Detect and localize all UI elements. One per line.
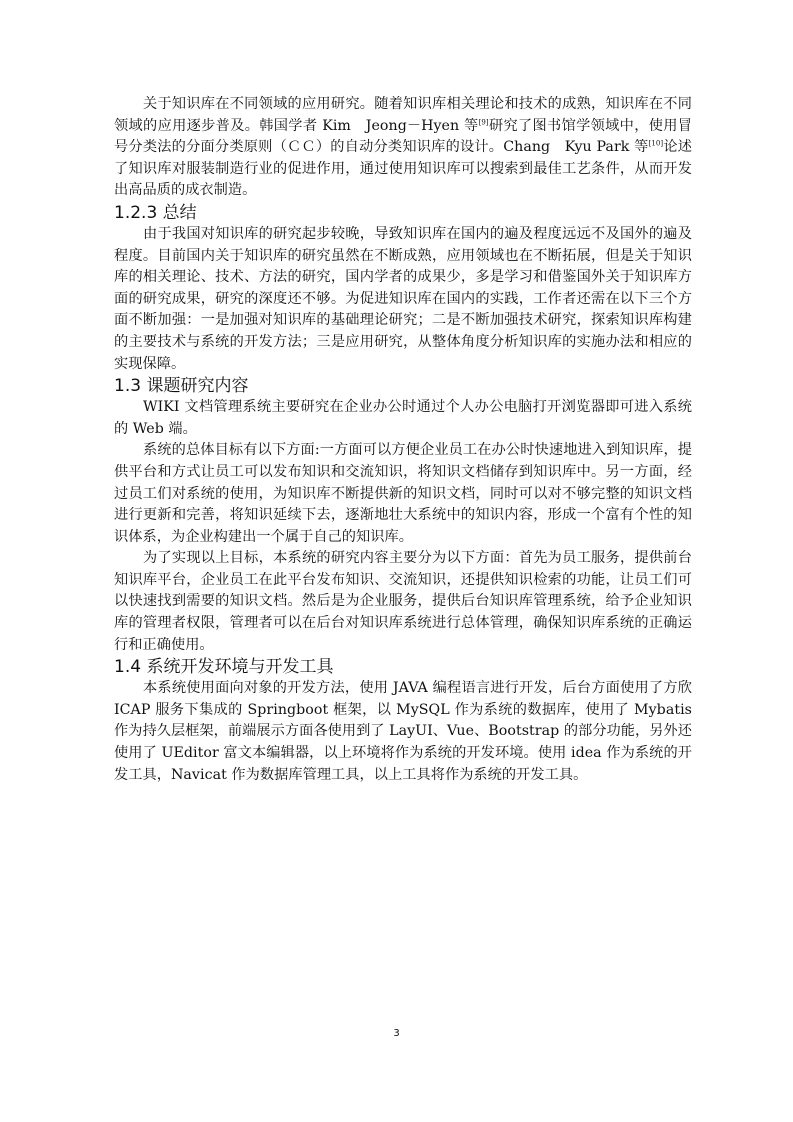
section-heading-dev-environment: 1.4 系统开发环境与开发工具 [114, 657, 334, 678]
paragraph-summary: 由于我国对知识库的研究起步较晚，导致知识库在国内的遍及程度远远不及国外的遍及程度。目前国内关于知识库的研究虽然在不断成熟，应用领域也在不断拓展，但是关于知识库的相关理论、技术、方法的研究，国内学者的成果少，多是学习和借鉴国外关于知识库方面的研究成果，研究的深度还不够。为促进知识库在国内的实践，工作者还需在以下三个方面不断加强：一是加强对知识库的基础理论研究；二是不断加强技术研究，探索知识库构建的主要技术与系统的开发方法；三是应用研究，从整体角度分析知识库的实施办法和相应的实现保障。 [114, 225, 692, 372]
paragraph-knowledge-base-applications [114, 94, 692, 202]
page-number: 3 [393, 1028, 400, 1039]
paragraph-text: 研究了图书馆学领域中，使用冒号分类法的分面分类原则（ＣＣ）的自动分类知识库的设计。Chang Kyu Park 等 [114, 117, 692, 156]
paragraph-system-goals: 系统的总体目标有以下方面:一方面可以方便企业员工在办公时快速地进入到知识库，提供平台和方式让员工可以发布知识和交流知识，将知识文档储存到知识库中。另一方面，经过员工们对系统的使用，为知识库不断提供新的知识文档，同时可以对不够完整的知识文档进行更新和完善，将知识延续下去，逐渐地壮大系统中的知识内容，形成一个富有个性的知识体系，为企业构建出一个属于自己的知识库。 [114, 442, 692, 545]
citation-ref-9: [9] [478, 117, 489, 126]
paragraph-text: 关于知识库在不同领域的应用研究。随着知识库相关理论和技术的成熟，知识库在不同领域的应用逐步普及。韩国学者 Kim Jeong－Hyen 等 [114, 96, 692, 134]
citation-ref-10: [10] [648, 139, 664, 148]
paragraph-dev-environment: 本系统使用面向对象的开发方法，使用 JAVA 编程语言进行开发，后台方面使用了方欣 ICAP 服务下集成的 Springboot 框架，以 MySQL 作为系统的数据库，使用了 Mybatis 作为持久层框架，前端展示方面各使用到了 LayUI、Vue、Bootstrap 的部分功能，另外还使用了 UEditor 富文本编辑器，以上环境将作为系统的开发环境。使用 idea 作为系统的开发工具，Navicat 作为数据库管理工具，以上工具将作为系统的开发工具。 [114, 680, 692, 783]
paragraph-research-scope: 为了实现以上目标，本系统的研究内容主要分为以下方面：首先为员工服务，提供前台知识库平台，企业员工在此平台发布知识、交流知识，还提供知识检索的功能，让员工们可以快速找到需要的知识文档。然后是为企业服务，提供后台知识库管理系统，给予企业知识库的管理者权限，管理者可以在后台对知识库系统进行总体管理，确保知识库系统的正确运行和正确使用。 [114, 550, 692, 653]
paragraph-research-intro: WIKI 文档管理系统主要研究在企业办公时通过个人办公电脑打开浏览器即可进入系统的 Web 端。 [114, 399, 692, 437]
section-heading-research-content: 1.3 课题研究内容 [114, 376, 249, 397]
paragraph-text: 论述了知识库对服装制造行业的促进作用，通过使用知识库可以搜索到最佳工艺条件，从而开发出高品质的成衣制造。 [114, 139, 692, 199]
section-heading-summary: 1.2.3 总结 [114, 202, 197, 223]
page-body [114, 94, 692, 786]
